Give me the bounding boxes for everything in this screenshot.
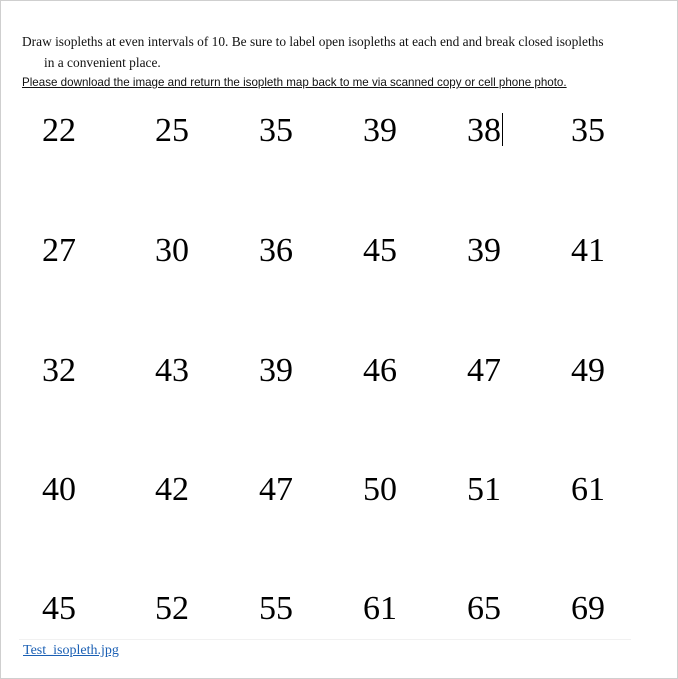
grid-value: 61 (571, 471, 605, 508)
grid-row (1, 229, 677, 273)
grid-value: 49 (571, 352, 605, 389)
grid-value: 41 (571, 232, 605, 269)
grid-value: 30 (155, 232, 189, 269)
grid-value: 39 (259, 352, 293, 389)
grid-value: 40 (42, 471, 76, 508)
grid-value: 65 (467, 590, 501, 627)
grid-value: 47 (467, 352, 501, 389)
grid-value: 39 (467, 232, 501, 269)
grid-value: 35 (571, 112, 605, 149)
grid-value: 47 (259, 471, 293, 508)
grid-value: 42 (155, 471, 189, 508)
instructions-line-1: Draw isopleths at even intervals of 10. Be sure to label open isopleths at each end and break closed isopleths (22, 34, 604, 49)
grid-value: 50 (363, 471, 397, 508)
grid-row (1, 109, 677, 153)
grid-value: 51 (467, 471, 501, 508)
grid-value: 32 (42, 352, 76, 389)
instructions-paragraph (22, 31, 662, 73)
grid-value: 69 (571, 590, 605, 627)
divider (19, 639, 631, 640)
grid-value: 38 (467, 112, 501, 149)
grid-value: 45 (42, 590, 76, 627)
grid-value: 45 (363, 232, 397, 269)
grid-row (1, 349, 677, 393)
grid-value: 43 (155, 352, 189, 389)
grid-value: 27 (42, 232, 76, 269)
return-instructions-note: Please download the image and return the isopleth map back to me via scanned copy or cell phone photo. (22, 76, 567, 89)
instructions-line-2: in a convenient place. (44, 55, 161, 70)
grid-value: 36 (259, 232, 293, 269)
grid-value: 55 (259, 590, 293, 627)
grid-value: 22 (42, 112, 76, 149)
grid-value: 35 (259, 112, 293, 149)
grid-value: 61 (363, 590, 397, 627)
grid-value: 39 (363, 112, 397, 149)
grid-row (1, 587, 677, 631)
text-cursor (502, 113, 503, 146)
grid-row (1, 468, 677, 512)
grid-value: 25 (155, 112, 189, 149)
grid-value: 46 (363, 352, 397, 389)
attachment-link[interactable]: Test_isopleth.jpg (23, 643, 119, 658)
grid-value: 52 (155, 590, 189, 627)
